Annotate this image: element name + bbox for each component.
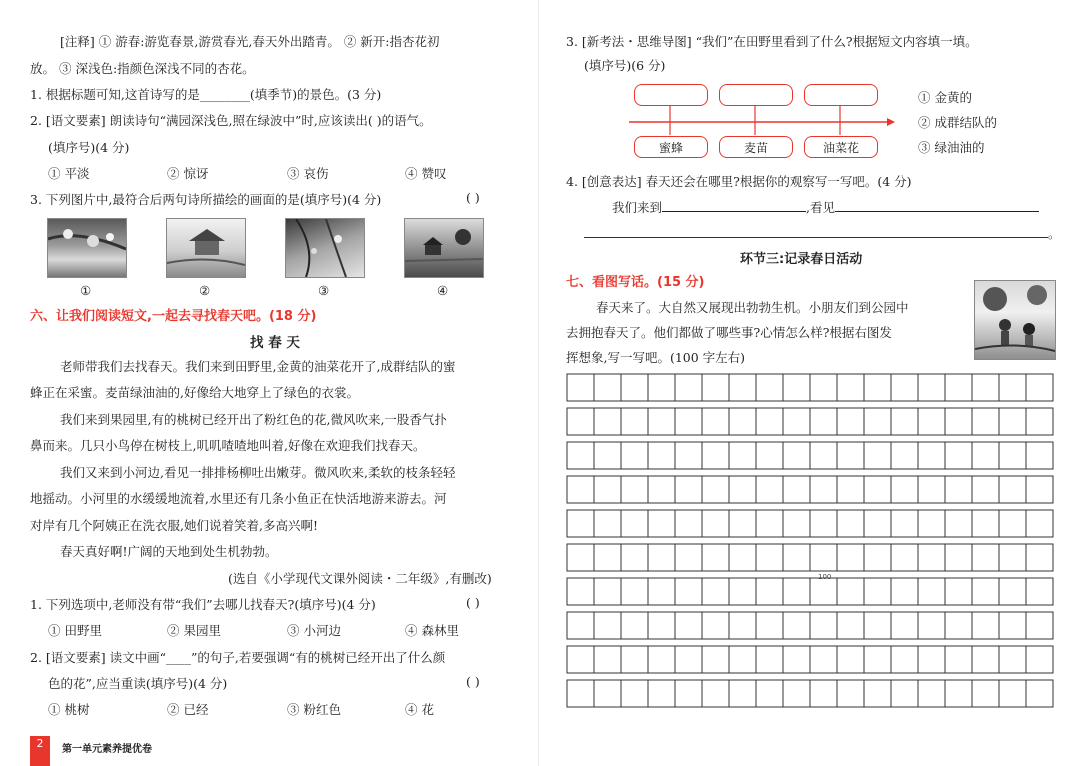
s6q1-option-2: ② 果园里 xyxy=(167,623,221,638)
s6q2-option-2: ② 已经 xyxy=(167,702,209,717)
s6q1-option-3: ③ 小河边 xyxy=(287,623,341,638)
question-3-paren: ( ) xyxy=(466,190,480,205)
answer-line-1 xyxy=(612,198,1039,216)
passage-line-4: 鼻而来。几只小鸟停在树枝上,叽叽喳喳地叫着,好像在欢迎我们找春天。 xyxy=(30,438,426,453)
s6q1-option-4: ④ 森林里 xyxy=(405,623,459,638)
s6q1-option-1: ① 田野里 xyxy=(48,623,102,638)
picture-4 xyxy=(404,218,484,278)
picture-1 xyxy=(47,218,127,278)
writing-line-3: 挥想象,写一写吧。(100 字左右) xyxy=(566,350,746,365)
question-1: 1. 根据标题可知,这首诗写的是________(填季节)的景色。(3 分) xyxy=(30,87,382,102)
question-2-line-2: (填序号)(4 分) xyxy=(48,140,130,155)
question-2-line-1: 2. [语文要素] 朗读诗句“满园深浅色,照在绿波中”时,应该读出( )的语气。 xyxy=(30,113,432,128)
picture-label-1: ① xyxy=(80,283,92,298)
s6q2-option-4: ④ 花 xyxy=(405,702,434,717)
answer-blank-see[interactable] xyxy=(835,199,1039,212)
passage-line-3: 我们来到果园里,有的桃树已经开出了粉红色的花,微风吹来,一股香气扑 xyxy=(60,412,447,427)
s6q2-option-3: ③ 粉红色 xyxy=(287,702,341,717)
page-number-badge xyxy=(30,736,50,766)
s6-question-2-paren: ( ) xyxy=(466,674,480,689)
answer-start-text: 我们来到 xyxy=(612,200,663,215)
s6-question-4: 4. [创意表达] 春天还会在哪里?根据你的观察写一写吧。(4 分) xyxy=(566,174,912,189)
passage-line-1: 老师带我们去找春天。我们来到田野里,金黄的油菜花开了,成群结队的蜜 xyxy=(60,359,456,374)
note-line-2: 放。 ③ 深浅色:指颜色深浅不同的杏花。 xyxy=(30,61,255,76)
picture-label-3: ③ xyxy=(318,283,330,298)
mindmap-node-bee: 蜜蜂 xyxy=(634,136,708,158)
writing-picture xyxy=(974,280,1056,360)
mindmap-option-3: ③ 绿油油的 xyxy=(918,140,985,155)
s6-question-1: 1. 下列选项中,老师没有带“我们”去哪儿找春天?(填序号)(4 分) xyxy=(30,597,376,612)
s6-question-1-paren: ( ) xyxy=(466,595,480,610)
picture-3 xyxy=(285,218,365,278)
note-line-1: [注释] ① 游春:游览春景,游赏春光,春天外出踏青。 ② 新开:指杏花初 xyxy=(60,34,440,49)
question-3: 3. 下列图片中,最符合后两句诗所描绘的画面的是(填序号)(4 分) xyxy=(30,192,382,207)
page-number: 2 xyxy=(36,737,44,750)
q2-option-1: ① 平淡 xyxy=(48,166,90,181)
blossom-branch-icon xyxy=(48,219,126,277)
picture-2 xyxy=(166,218,246,278)
mindmap-blank-2[interactable] xyxy=(719,84,793,106)
section-7-title: 七、看图写话。(15 分) xyxy=(566,275,705,290)
section-3-title: 环节三:记录春日活动 xyxy=(740,252,863,267)
passage-line-8: 春天真好啊!广阔的天地到处生机勃勃。 xyxy=(60,544,278,559)
section-6-title: 六、让我们阅读短文,一起去寻找春天吧。(18 分) xyxy=(30,309,317,324)
writing-grid[interactable] xyxy=(566,372,1054,710)
s6-question-3-line-1: 3. [新考法・思维导图] “我们”在田野里看到了什么?根据短文内容填一填。 xyxy=(566,34,978,49)
passage-line-7: 对岸有几个阿姨正在洗衣服,她们说着笑着,多高兴啊! xyxy=(30,518,318,533)
writing-line-2: 去拥抱春天了。他们都做了哪些事?心情怎么样?根据右图发 xyxy=(566,325,892,340)
writing-line-1: 春天来了。大自然又展现出勃勃生机。小朋友们到公园中 xyxy=(596,300,909,315)
mindmap-option-1: ① 金黄的 xyxy=(918,90,972,105)
mindmap-node-wheat: 麦苗 xyxy=(719,136,793,158)
passage-source: (选自《小学现代文课外阅读・二年级》,有删改) xyxy=(228,571,492,586)
s6q2-option-1: ① 桃树 xyxy=(48,702,90,717)
page-divider xyxy=(538,0,539,766)
s6-question-2-line-2: 色的花”,应当重读(填序号)(4 分) xyxy=(48,676,228,691)
passage-line-2: 蜂正在采蜜。麦苗绿油油的,好像给大地穿上了绿色的衣裳。 xyxy=(30,385,359,400)
mindmap-blank-3[interactable] xyxy=(804,84,878,106)
passage-line-6: 地摇动。小河里的水缓缓地流着,水里还有几条小鱼正在快活地游来游去。河 xyxy=(30,491,447,506)
children-in-park-icon xyxy=(975,281,1055,359)
s6-question-3-line-2: (填序号)(6 分) xyxy=(584,58,666,73)
mindmap-option-2: ② 成群结队的 xyxy=(918,115,997,130)
answer-line-2[interactable] xyxy=(584,237,1048,238)
answer-blank-place[interactable] xyxy=(662,199,806,212)
q2-option-4: ④ 赞叹 xyxy=(405,166,447,181)
village-landscape-icon xyxy=(405,219,483,277)
mindmap-node-rapeseed: 油菜花 xyxy=(804,136,878,158)
passage-title: 找 春 天 xyxy=(250,335,300,351)
mindmap-blank-1[interactable] xyxy=(634,84,708,106)
answer-mid-text: ,看见 xyxy=(806,200,835,215)
q2-option-2: ② 惊讶 xyxy=(167,166,209,181)
footer-title: 第一单元素养提优卷 xyxy=(62,744,152,755)
q2-option-3: ③ 哀伤 xyxy=(287,166,329,181)
picture-label-2: ② xyxy=(199,283,211,298)
answer-end-period: 。 xyxy=(1048,226,1061,241)
passage-line-5: 我们又来到小河边,看见一排排杨柳吐出嫩芽。微风吹来,柔软的枝条轻轻 xyxy=(60,465,456,480)
picture-label-4: ④ xyxy=(437,283,449,298)
willow-branch-icon xyxy=(286,219,364,277)
pavilion-icon xyxy=(167,219,245,277)
s6-question-2-line-1: 2. [语文要素] 读文中画“____”的句子,若要强调“有的桃树已经开出了什么颜 xyxy=(30,650,446,665)
grid-count-mark: 100 xyxy=(818,573,832,581)
